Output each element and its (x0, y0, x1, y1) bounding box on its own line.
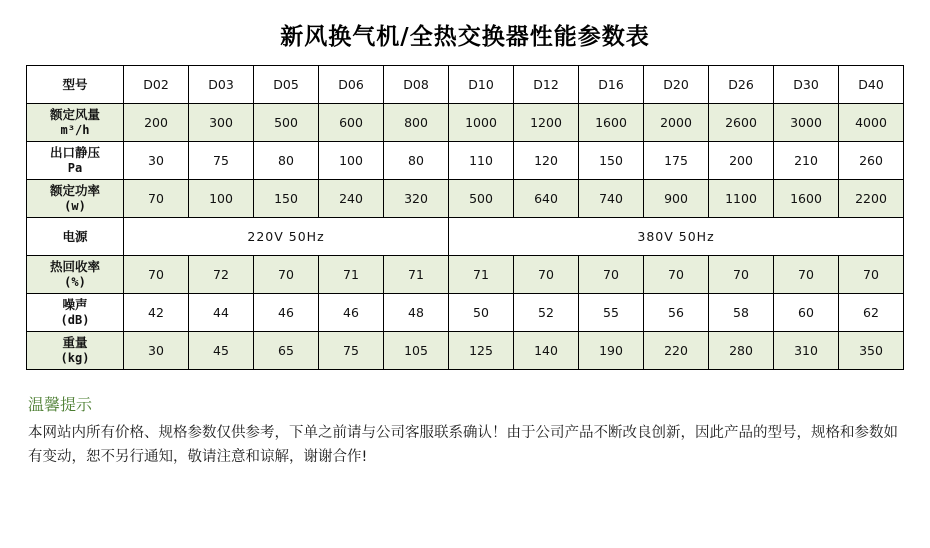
cell-airflow-d08: 800 (384, 104, 449, 142)
cell-power-supply-220v: 220V 50Hz (124, 218, 449, 256)
cell-pressure-d10: 110 (449, 142, 514, 180)
row-unit-text: (w) (64, 198, 86, 213)
cell-heat-d40: 70 (839, 256, 904, 294)
row-unit-text: (%) (64, 274, 86, 289)
cell-power-d10: 500 (449, 180, 514, 218)
row-label-airflow (27, 104, 124, 142)
cell-heat-d12: 70 (514, 256, 579, 294)
row-unit-text: (kg) (60, 350, 90, 365)
specification-table (26, 65, 904, 370)
table-header-row (27, 66, 904, 104)
row-label-rated-power (27, 180, 124, 218)
cell-power-d40: 2200 (839, 180, 904, 218)
cell-weight-d05: 65 (254, 332, 319, 370)
cell-noise-d26: 58 (709, 294, 774, 332)
cell-airflow-d20: 2000 (644, 104, 709, 142)
cell-noise-d05: 46 (254, 294, 319, 332)
cell-weight-d02: 30 (124, 332, 189, 370)
header-cell-d02: D02 (124, 66, 189, 104)
row-label-text: 额定风量 (49, 107, 100, 123)
table-row-airflow (27, 104, 904, 142)
cell-weight-d26: 280 (709, 332, 774, 370)
notes-title: 温馨提示 (28, 395, 93, 414)
table-row-noise (27, 294, 904, 332)
header-cell-d06: D06 (319, 66, 384, 104)
cell-heat-d02: 70 (124, 256, 189, 294)
row-label-text: 重量 (62, 335, 88, 351)
cell-weight-d40: 350 (839, 332, 904, 370)
cell-airflow-d10: 1000 (449, 104, 514, 142)
row-label-text: 电源 (62, 228, 88, 244)
cell-weight-d12: 140 (514, 332, 579, 370)
cell-noise-d08: 48 (384, 294, 449, 332)
cell-airflow-d05: 500 (254, 104, 319, 142)
table-row-weight (27, 332, 904, 370)
cell-weight-d30: 310 (774, 332, 839, 370)
cell-airflow-d16: 1600 (579, 104, 644, 142)
cell-pressure-d03: 75 (189, 142, 254, 180)
row-label-static-pressure (27, 142, 124, 180)
row-unit-text: Pa (67, 160, 83, 175)
cell-weight-d06: 75 (319, 332, 384, 370)
header-cell-d26: D26 (709, 66, 774, 104)
cell-noise-d10: 50 (449, 294, 514, 332)
cell-heat-d03: 72 (189, 256, 254, 294)
cell-airflow-d30: 3000 (774, 104, 839, 142)
table-row-static-pressure (27, 142, 904, 180)
cell-noise-d16: 55 (579, 294, 644, 332)
notes-body: 本网站内所有价格、规格参数仅供参考，下单之前请与公司客服联系确认！由于公司产品不断改良创新，因此产品的型号，规格和参数如有变动，恕不另行通知，敬请注意和谅解，谢谢合作! (28, 425, 898, 465)
row-unit-text: (dB) (60, 312, 90, 327)
row-label-heat-recovery (27, 256, 124, 294)
cell-power-d12: 640 (514, 180, 579, 218)
cell-power-d30: 1600 (774, 180, 839, 218)
cell-airflow-d40: 4000 (839, 104, 904, 142)
cell-power-d08: 320 (384, 180, 449, 218)
row-label-text: 额定功率 (49, 183, 100, 199)
cell-pressure-d26: 200 (709, 142, 774, 180)
cell-weight-d16: 190 (579, 332, 644, 370)
cell-airflow-d06: 600 (319, 104, 384, 142)
cell-noise-d02: 42 (124, 294, 189, 332)
cell-heat-d05: 70 (254, 256, 319, 294)
cell-noise-d20: 56 (644, 294, 709, 332)
row-label-noise (27, 294, 124, 332)
table-row-rated-power (27, 180, 904, 218)
cell-airflow-d26: 2600 (709, 104, 774, 142)
cell-pressure-d12: 120 (514, 142, 579, 180)
cell-heat-d16: 70 (579, 256, 644, 294)
cell-power-d06: 240 (319, 180, 384, 218)
cell-pressure-d30: 210 (774, 142, 839, 180)
cell-pressure-d08: 80 (384, 142, 449, 180)
cell-pressure-d40: 260 (839, 142, 904, 180)
row-label-text: 出口静压 (49, 145, 100, 161)
cell-pressure-d02: 30 (124, 142, 189, 180)
cell-weight-d10: 125 (449, 332, 514, 370)
cell-power-d03: 100 (189, 180, 254, 218)
cell-heat-d06: 71 (319, 256, 384, 294)
table-row-heat-recovery (27, 256, 904, 294)
cell-power-supply-380v: 380V 50Hz (449, 218, 904, 256)
cell-noise-d03: 44 (189, 294, 254, 332)
cell-airflow-d12: 1200 (514, 104, 579, 142)
cell-pressure-d06: 100 (319, 142, 384, 180)
header-cell-d30: D30 (774, 66, 839, 104)
row-label-text: 热回收率 (49, 259, 100, 275)
table-body (27, 66, 904, 370)
cell-noise-d30: 60 (774, 294, 839, 332)
header-cell-d16: D16 (579, 66, 644, 104)
cell-heat-d08: 71 (384, 256, 449, 294)
cell-power-d20: 900 (644, 180, 709, 218)
table-row-power-supply (27, 218, 904, 256)
cell-heat-d10: 71 (449, 256, 514, 294)
header-cell-d03: D03 (189, 66, 254, 104)
cell-heat-d30: 70 (774, 256, 839, 294)
cell-noise-d40: 62 (839, 294, 904, 332)
page-title: 新风换气机/全热交换器性能参数表 (280, 24, 650, 50)
row-unit-text: m³/h (60, 122, 90, 137)
row-label-weight (27, 332, 124, 370)
cell-power-d16: 740 (579, 180, 644, 218)
row-label-power-supply (27, 218, 124, 256)
notes-section (28, 392, 908, 470)
cell-pressure-d05: 80 (254, 142, 319, 180)
cell-power-d26: 1100 (709, 180, 774, 218)
header-cell-d20: D20 (644, 66, 709, 104)
cell-weight-d08: 105 (384, 332, 449, 370)
cell-airflow-d03: 300 (189, 104, 254, 142)
row-label-text: 噪声 (62, 297, 88, 313)
cell-noise-d06: 46 (319, 294, 384, 332)
header-cell-d10: D10 (449, 66, 514, 104)
header-cell-d08: D08 (384, 66, 449, 104)
cell-pressure-d20: 175 (644, 142, 709, 180)
cell-pressure-d16: 150 (579, 142, 644, 180)
cell-airflow-d02: 200 (124, 104, 189, 142)
cell-power-d05: 150 (254, 180, 319, 218)
header-cell-model: 型号 (27, 66, 124, 104)
cell-power-d02: 70 (124, 180, 189, 218)
cell-heat-d20: 70 (644, 256, 709, 294)
header-cell-d40: D40 (839, 66, 904, 104)
header-cell-d05: D05 (254, 66, 319, 104)
cell-heat-d26: 70 (709, 256, 774, 294)
header-cell-d12: D12 (514, 66, 579, 104)
cell-noise-d12: 52 (514, 294, 579, 332)
cell-weight-d20: 220 (644, 332, 709, 370)
cell-weight-d03: 45 (189, 332, 254, 370)
